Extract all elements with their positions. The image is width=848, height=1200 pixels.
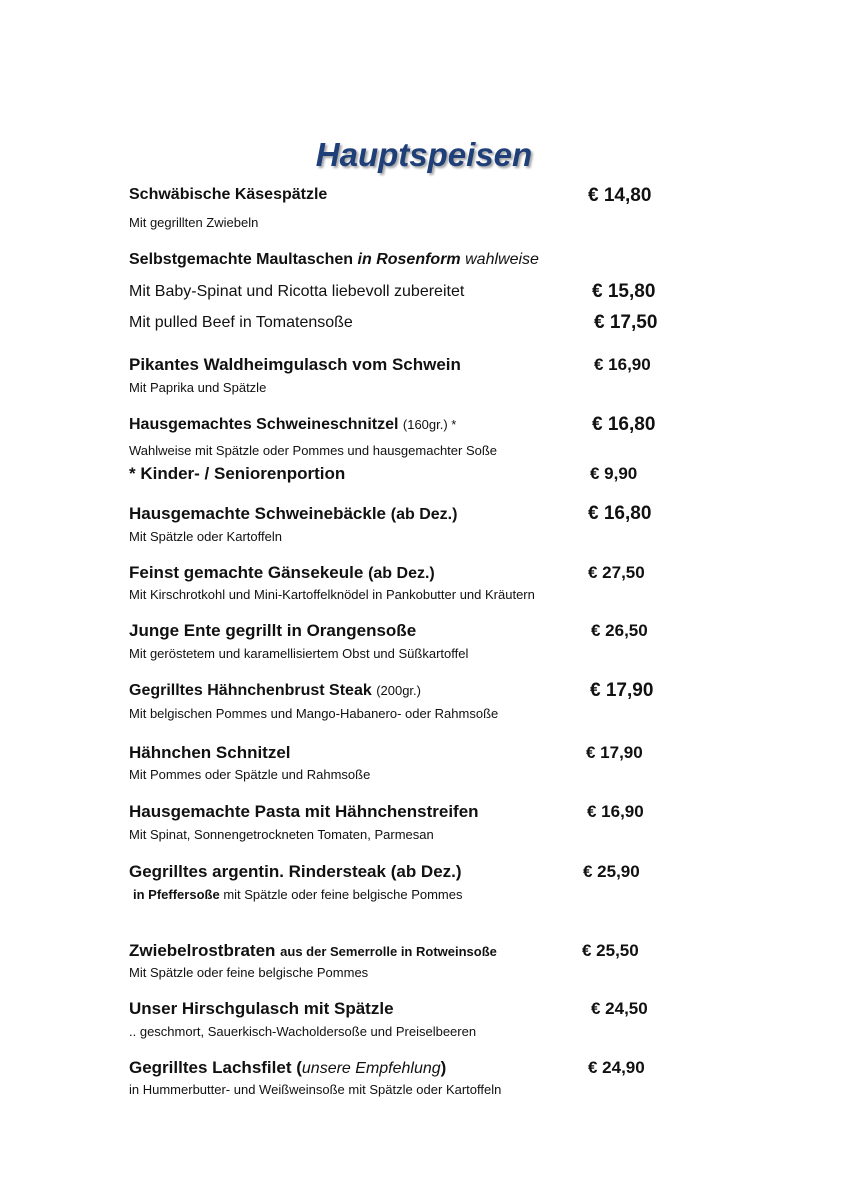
price-gulasch: € 16,90 [594, 355, 651, 374]
price-rindersteak: € 25,90 [583, 862, 640, 881]
price-kaesespaetzle: € 14,80 [588, 185, 652, 206]
kinderportion-name: * Kinder- / Seniorenportion [129, 464, 346, 483]
dish-name-ente: Junge Ente gegrillt in Orangensoße [129, 621, 417, 640]
price-haehnchenschnitzel: € 17,90 [586, 743, 643, 762]
dish-name-maultaschen [129, 251, 539, 269]
maultaschen-name-suffix: wahlweise [465, 251, 539, 268]
maultaschen-name: Selbstgemachte Maultaschen [129, 251, 354, 268]
rindersteak-desc: mit Spätzle oder feine belgische Pommes [223, 887, 463, 902]
dish-desc-rindersteak [133, 887, 463, 902]
dish-desc-pasta: Mit Spinat, Sonnengetrockneten Tomaten, Parmesan [129, 827, 434, 842]
rostbraten-name: Zwiebelrostbraten [129, 941, 276, 960]
price-baeckle: € 16,80 [588, 503, 652, 524]
rostbraten-name-suffix: aus der Semerrolle in Rotweinsoße [280, 944, 497, 959]
dish-name-kaesespaetzle: Schwäbische Käsespätzle [129, 186, 328, 203]
lachs-paren-open: ( [296, 1058, 302, 1077]
haehnchenbrust-weight: (200gr.) [376, 683, 421, 698]
schnitzel-name: Hausgemachtes Schweineschnitzel [129, 416, 399, 433]
dish-name-hirschgulasch: Unser Hirschgulasch mit Spätzle [129, 999, 394, 1018]
dish-desc-haehnchenbrust: Mit belgischen Pommes und Mango-Habanero- oder Rahmsoße [129, 706, 499, 721]
dish-name-gulasch: Pikantes Waldheimgulasch vom Schwein [129, 355, 461, 374]
dish-desc-lachs: in Hummerbutter- und Weißweinsoße mit Spätzle oder Kartoffeln [129, 1082, 502, 1097]
dish-name-gaensekeule [129, 563, 435, 583]
haehnchenbrust-name: Gegrilltes Hähnchenbrust Steak [129, 682, 372, 699]
dish-name-rindersteak [129, 862, 462, 882]
rindersteak-name: Gegrilltes argentin. Rindersteak [129, 862, 386, 881]
dish-desc-gulasch: Mit Paprika und Spätzle [129, 380, 267, 395]
lachs-paren-close: ) [440, 1058, 447, 1077]
price-hirschgulasch: € 24,50 [591, 999, 648, 1018]
kinderportion-price: € 9,90 [590, 464, 638, 483]
dish-name-schnitzel [129, 416, 456, 434]
dish-desc-hirschgulasch: .. geschmort, Sauerkisch-Wacholdersoße und Preiselbeeren [129, 1024, 477, 1039]
maultaschen-option2-text: Mit pulled Beef in Tomatensoße [129, 314, 353, 331]
price-gaensekeule: € 27,50 [588, 563, 645, 582]
schnitzel-weight: (160gr.) * [402, 417, 457, 432]
maultaschen-option2-price: € 17,50 [594, 312, 658, 333]
dish-desc-kaesespaetzle: Mit gegrillten Zwiebeln [129, 215, 259, 230]
baeckle-name: Hausgemachte Schweinebäckle [129, 504, 387, 523]
price-lachs: € 24,90 [588, 1058, 645, 1077]
dish-name-lachs [129, 1058, 446, 1078]
dish-name-haehnchenschnitzel: Hähnchen Schnitzel [129, 743, 291, 762]
dish-desc-gaensekeule: Mit Kirschrotkohl und Mini-Kartoffelknödel in Pankobutter und Kräutern [129, 587, 535, 602]
dish-name-rostbraten [129, 941, 497, 961]
gaensekeule-note: (ab Dez.) [368, 565, 435, 582]
lachs-name-italic: unsere Empfehlung [301, 1060, 441, 1077]
maultaschen-option1-text: Mit Baby-Spinat und Ricotta liebevoll zubereitet [129, 283, 465, 300]
dish-desc-schnitzel: Wahlweise mit Spätzle oder Pommes und hausgemachter Soße [129, 443, 498, 458]
price-rostbraten: € 25,50 [582, 941, 639, 960]
dish-name-pasta: Hausgemachte Pasta mit Hähnchenstreifen [129, 802, 479, 821]
dish-name-haehnchenbrust [129, 682, 421, 700]
baeckle-note: (ab Dez.) [390, 506, 458, 523]
dish-name-baeckle [129, 504, 457, 524]
page-title: Hauptspeisen [315, 136, 533, 173]
maultaschen-option1-price: € 15,80 [592, 281, 656, 302]
dish-desc-haehnchenschnitzel: Mit Pommes oder Spätzle und Rahmsoße [129, 767, 371, 782]
dish-desc-rostbraten: Mit Spätzle oder feine belgische Pommes [129, 965, 369, 980]
dish-desc-ente: Mit geröstetem und karamellisiertem Obst und Süßkartoffel [129, 646, 469, 661]
price-ente: € 26,50 [591, 621, 648, 640]
maultaschen-name-italic: in Rosenform [357, 251, 461, 268]
gaensekeule-name: Feinst gemachte Gänsekeule [129, 563, 364, 582]
price-schnitzel: € 16,80 [592, 414, 656, 435]
rindersteak-note: (ab Dez.) [390, 862, 462, 881]
dish-desc-baeckle: Mit Spätzle oder Kartoffeln [129, 529, 282, 544]
price-haehnchenbrust: € 17,90 [590, 680, 654, 701]
lachs-name: Gegrilltes Lachsfilet [129, 1058, 292, 1077]
rindersteak-desc-bold: in Pfeffersoße [133, 887, 220, 902]
price-pasta: € 16,90 [587, 802, 644, 821]
